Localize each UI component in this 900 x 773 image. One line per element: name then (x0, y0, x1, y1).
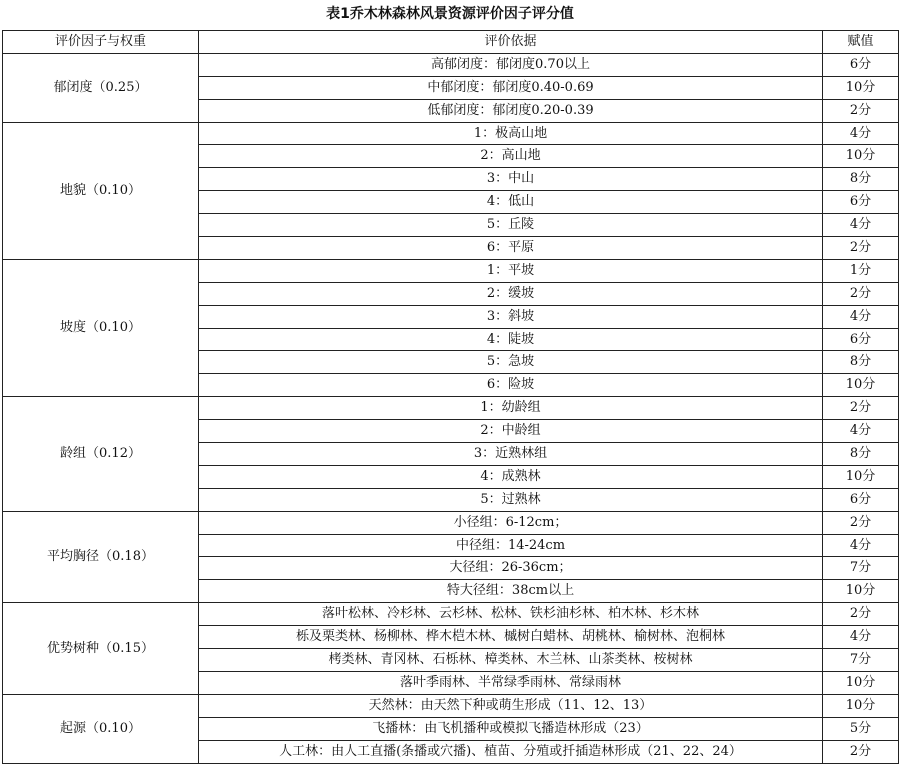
basis-cell: 4：低山 (199, 191, 823, 214)
score-cell: 2分 (823, 237, 899, 260)
score-cell: 2分 (823, 397, 899, 420)
score-cell: 10分 (823, 465, 899, 488)
score-cell: 8分 (823, 168, 899, 191)
basis-cell: 2：高山地 (199, 145, 823, 168)
table-row (3, 397, 899, 420)
header-basis: 评价依据 (199, 31, 823, 54)
header-factor: 评价因子与权重 (3, 31, 199, 54)
factor-cell: 起源（0.10） (3, 694, 199, 763)
score-cell: 2分 (823, 603, 899, 626)
basis-cell: 3：斜坡 (199, 305, 823, 328)
score-cell: 4分 (823, 420, 899, 443)
table-row (3, 53, 899, 76)
table-row (3, 511, 899, 534)
score-cell: 10分 (823, 694, 899, 717)
score-cell: 7分 (823, 557, 899, 580)
score-cell: 7分 (823, 649, 899, 672)
score-cell: 10分 (823, 145, 899, 168)
basis-cell: 栎及栗类林、杨柳林、桦木桤木林、槭树白蜡林、胡桃林、榆树林、泡桐林 (199, 626, 823, 649)
score-cell: 4分 (823, 534, 899, 557)
basis-cell: 飞播林：由飞机播种或模拟飞播造林形成（23） (199, 717, 823, 740)
basis-cell: 中径组：14-24cm (199, 534, 823, 557)
basis-cell: 3：近熟林组 (199, 443, 823, 466)
table-title: 表1乔木林森林风景资源评价因子评分值 (326, 6, 574, 22)
score-cell: 2分 (823, 511, 899, 534)
factor-cell: 优势树种（0.15） (3, 603, 199, 695)
factor-cell: 地貌（0.10） (3, 122, 199, 259)
score-cell: 8分 (823, 443, 899, 466)
score-cell: 10分 (823, 580, 899, 603)
score-cell: 10分 (823, 374, 899, 397)
score-cell: 4分 (823, 214, 899, 237)
table-row (3, 122, 899, 145)
header-score: 赋值 (823, 31, 899, 54)
basis-cell: 人工林：由人工直播(条播或穴播)、植苗、分殖或扦插造林形成（21、22、24） (199, 740, 823, 763)
basis-cell: 特大径组：38cm以上 (199, 580, 823, 603)
factor-cell: 平均胸径（0.18） (3, 511, 199, 603)
basis-cell: 5：急坡 (199, 351, 823, 374)
basis-cell: 5：过熟林 (199, 488, 823, 511)
basis-cell: 5：丘陵 (199, 214, 823, 237)
basis-cell: 小径组：6-12cm； (199, 511, 823, 534)
table-header-row (3, 31, 899, 54)
basis-cell: 栲类林、青冈林、石栎林、樟类林、木兰林、山茶类林、桉树林 (199, 649, 823, 672)
basis-cell: 4：成熟林 (199, 465, 823, 488)
score-cell: 4分 (823, 122, 899, 145)
score-cell: 6分 (823, 191, 899, 214)
factor-cell: 郁闭度（0.25） (3, 53, 199, 122)
basis-cell: 落叶松林、冷杉林、云杉林、松林、铁杉油杉林、柏木林、杉木林 (199, 603, 823, 626)
table-body (3, 53, 899, 763)
factor-cell: 坡度（0.10） (3, 259, 199, 396)
basis-cell: 1：极高山地 (199, 122, 823, 145)
factor-cell: 龄组（0.12） (3, 397, 199, 511)
score-cell: 2分 (823, 740, 899, 763)
score-cell: 6分 (823, 488, 899, 511)
basis-cell: 天然林：由天然下种或萌生形成（11、12、13） (199, 694, 823, 717)
basis-cell: 低郁闭度：郁闭度0.20-0.39 (199, 99, 823, 122)
basis-cell: 2：中龄组 (199, 420, 823, 443)
score-cell: 6分 (823, 53, 899, 76)
score-cell: 2分 (823, 99, 899, 122)
evaluation-table (2, 30, 899, 764)
score-cell: 6分 (823, 328, 899, 351)
score-cell: 8分 (823, 351, 899, 374)
basis-cell: 落叶季雨林、半常绿季雨林、常绿雨林 (199, 671, 823, 694)
basis-cell: 1：平坡 (199, 259, 823, 282)
basis-cell: 1：幼龄组 (199, 397, 823, 420)
score-cell: 10分 (823, 76, 899, 99)
score-cell: 4分 (823, 626, 899, 649)
score-cell: 5分 (823, 717, 899, 740)
basis-cell: 2：缓坡 (199, 282, 823, 305)
table-row (3, 259, 899, 282)
table-row (3, 603, 899, 626)
basis-cell: 6：险坡 (199, 374, 823, 397)
basis-cell: 6：平原 (199, 237, 823, 260)
basis-cell: 大径组：26-36cm； (199, 557, 823, 580)
basis-cell: 3：中山 (199, 168, 823, 191)
basis-cell: 4：陡坡 (199, 328, 823, 351)
score-cell: 1分 (823, 259, 899, 282)
basis-cell: 高郁闭度：郁闭度0.70以上 (199, 53, 823, 76)
table-row (3, 694, 899, 717)
score-cell: 2分 (823, 282, 899, 305)
basis-cell: 中郁闭度：郁闭度0.40-0.69 (199, 76, 823, 99)
score-cell: 10分 (823, 671, 899, 694)
score-cell: 4分 (823, 305, 899, 328)
